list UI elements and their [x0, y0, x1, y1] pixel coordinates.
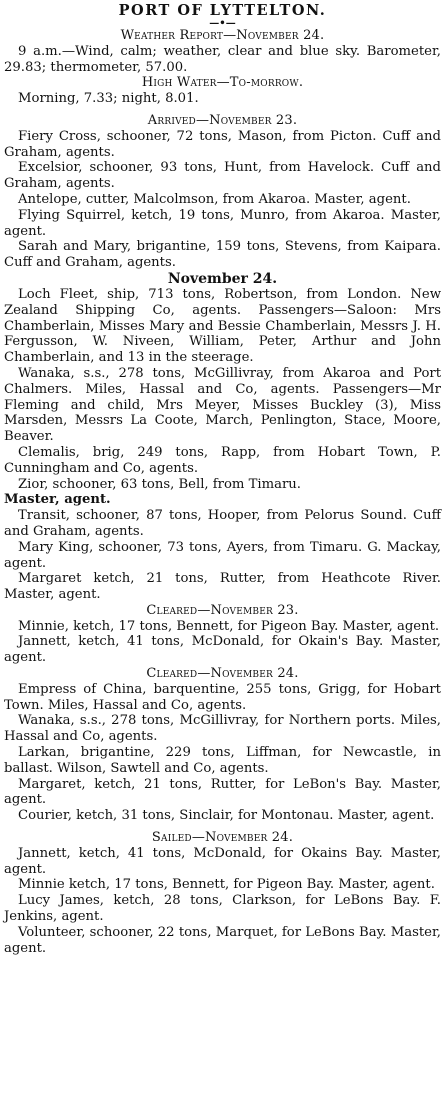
- cleared-entry: Larkan, brigantine, 229 tons, Liffman, for Newcastle, in ballast. Wilson, Sawtell and Co, agents.: [4, 745, 441, 776]
- cleared-entry: Empress of China, barquentine, 255 tons, Grigg, for Hobart Town. Miles, Hassal and Co, agents.: [4, 681, 441, 713]
- cleared-24-heading: Cleared—November 24.: [146, 666, 299, 682]
- sailed-heading: Sailed—November 24.: [151, 830, 294, 846]
- sailed-entry: Lucy James, ketch, 28 tons, Clarkson, for LeBons Bay. F. Jenkins, agent.: [4, 893, 441, 925]
- weather-report-text: 9 a.m.—Wind, calm; weather, clear and blue sky. Barometer, 29.83; thermometer, 57.00.: [4, 43, 441, 75]
- weather-heading: Weather Report—November 24.: [120, 28, 325, 43]
- cleared-entry: Courier, ketch, 31 tons, Sinclair, for Montonau. Master, agent.: [18, 808, 435, 824]
- master-agent-line: Master, agent.: [4, 492, 111, 508]
- arrival-entry: Mary King, schooner, 73 tons, Ayers, from Timaru. G. Mackay, agent.: [4, 539, 441, 571]
- cleared-entry: Margaret, ketch, 21 tons, Rutter, for LeBon's Bay. Master, agent.: [4, 776, 441, 808]
- arrival-entry: Sarah and Mary, brigantine, 159 tons, Stevens, from Kaipara. Cuff and Graham, agents.: [4, 239, 441, 271]
- cleared-23-heading: Cleared—November 23.: [146, 602, 299, 618]
- column-title: PORT OF LYTTELTON.: [118, 2, 327, 19]
- cleared-entry: Wanaka, s.s., 278 tons, McGillivray, for Northern ports. Miles, Hassal and Co, agents.: [4, 713, 441, 745]
- sailed-entry: Jannett, ketch, 41 tons, McDonald, for Okains Bay. Master, agent.: [4, 845, 441, 877]
- arrival-entry: Zior, schooner, 63 tons, Bell, from Timaru.: [18, 476, 301, 492]
- arrived-subheading: November 24.: [167, 270, 278, 287]
- arrival-entry: Wanaka, s.s., 278 tons, McGillivray, from Akaroa and Port Chalmers. Miles, Hassal and Co, agents. Passengers—Mr Fleming and child, Mrs Meyer, Misses Buckley (3), Miss Marsden, Messrs La Coote, March, Penlington, Stace, Moore, Beaver.: [4, 365, 441, 445]
- arrival-entry: Margaret ketch, 21 tons, Rutter, from Heathcote River. Master, agent.: [4, 571, 441, 603]
- arrival-entry: Clemalis, brig, 249 tons, Rapp, from Hobart Town, P. Cunningham and Co, agents.: [4, 444, 441, 476]
- arrival-entry: Transit, schooner, 87 tons, Hooper, from Pelorus Sound. Cuff and Graham, agents.: [4, 508, 441, 539]
- high-water-text: Morning, 7.33; night, 8.01.: [18, 91, 199, 107]
- title-rule: —•—: [209, 18, 236, 29]
- arrival-entry: Flying Squirrel, ketch, 19 tons, Munro, from Akaroa. Master, agent.: [4, 207, 441, 239]
- cleared-entry: Minnie, ketch, 17 tons, Bennett, for Pigeon Bay. Master, agent.: [18, 618, 440, 634]
- high-water-heading: High Water—To-morrow.: [141, 75, 304, 91]
- arrival-entry: Excelsior, schooner, 93 tons, Hunt, from Havelock. Cuff and Graham, agents.: [4, 160, 441, 192]
- newspaper-column: [0, 2, 443, 1098]
- sailed-entry: Minnie ketch, 17 tons, Bennett, for Pigeon Bay. Master, agent.: [18, 877, 435, 893]
- cleared-entry: Jannett, ketch, 41 tons, McDonald, for Okain's Bay. Master, agent.: [4, 634, 441, 666]
- sailed-entry: Volunteer, schooner, 22 tons, Marquet, for LeBons Bay. Master, agent.: [4, 924, 441, 956]
- arrival-entry: Antelope, cutter, Malcolmson, from Akaroa. Master, agent.: [18, 191, 411, 207]
- arrived-heading: Arrived—November 23.: [147, 112, 298, 128]
- arrival-entry: Fiery Cross, schooner, 72 tons, Mason, from Picton. Cuff and Graham, agents.: [4, 128, 441, 160]
- arrival-entry: Loch Fleet, ship, 713 tons, Robertson, from London. New Zealand Shipping Co, agents. Passengers—Saloon: Mrs Chamberlain, Misses Mary and Bessie Chamberlain, Messrs J. H. Fergusson, W. Niveen, William, Peter, Arthur and John Chamberlain, and 13 in the steerage.: [4, 286, 441, 366]
